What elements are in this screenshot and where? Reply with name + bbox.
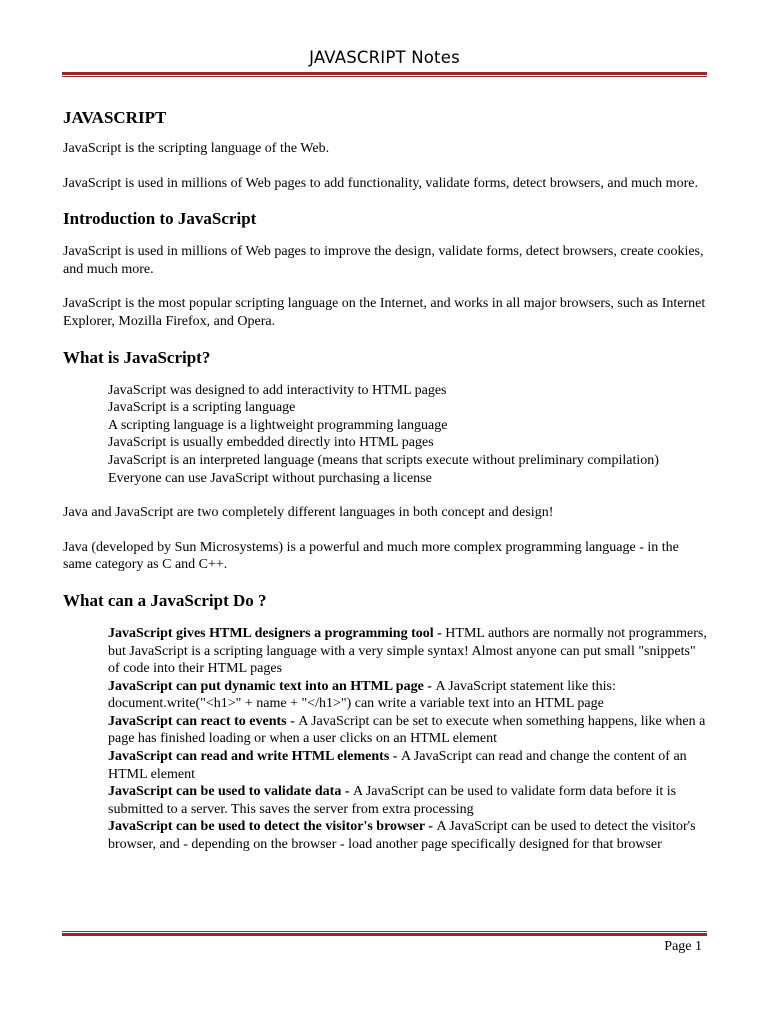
list-item-lead: JavaScript can be used to validate data - — [108, 784, 353, 800]
header-rule — [62, 72, 707, 77]
introduction-paragraph-2: JavaScript is the most popular scripting language on the Internet, and works in all major browsers, such as Internet Explorer, Mozilla Firefox, and Opera. — [63, 296, 706, 329]
list-item-text: A JavaScript can be set to execute when something happens, like when a page has finished loading or when a user clicks on an HTML element — [108, 713, 706, 747]
list-item — [108, 818, 708, 853]
intro-paragraph-1: JavaScript is the scripting language of the Web. — [63, 141, 330, 156]
list-item-text: HTML authors are normally not programmers, but JavaScript is a scripting language with a very simple syntax! Almost anyone can put small "snippets" of code into their HTML pages — [108, 625, 707, 677]
what-is-list — [63, 382, 708, 488]
list-item — [108, 748, 708, 783]
footer-rule — [62, 931, 707, 936]
list-item: JavaScript is a scripting language — [108, 400, 296, 416]
page-number: Page 1 — [664, 939, 702, 954]
list-item — [108, 625, 708, 678]
list-item — [108, 713, 708, 748]
list-item-text: A JavaScript statement like this: document.write("<h1>" + name + "</h1>") can write a variable text into an HTML page — [108, 678, 616, 712]
list-item: JavaScript is usually embedded directly into HTML pages — [108, 435, 434, 451]
what-is-paragraph-2: Java (developed by Sun Microsystems) is a powerful and much more complex programming language - in the same category as C and C++. — [63, 539, 679, 573]
what-can-heading: What can a JavaScript Do ? — [63, 590, 267, 610]
list-item-lead: JavaScript can react to events - — [108, 713, 299, 729]
list-item-lead: JavaScript can put dynamic text into an HTML page - — [108, 678, 436, 694]
list-item-text: A JavaScript can read and change the content of an HTML element — [108, 749, 687, 782]
page-header-title: JAVASCRIPT Notes — [309, 48, 460, 67]
list-item-lead: JavaScript can be used to detect the visitor's browser - — [108, 819, 437, 835]
list-item: JavaScript was designed to add interactivity to HTML pages — [108, 382, 447, 398]
list-item-text: A JavaScript can be used to validate form data before it is submitted to a server. This saves the server from extra processing — [108, 784, 677, 817]
what-is-paragraph-1: Java and JavaScript are two completely different languages in both concept and design! — [63, 505, 554, 521]
intro-paragraph-2: JavaScript is used in millions of Web pages to add functionality, validate forms, detect browsers, and much more. — [63, 175, 698, 191]
introduction-paragraph-1: JavaScript is used in millions of Web pages to improve the design, validate forms, detect browsers, create cookies, and much more. — [63, 244, 704, 277]
list-item — [108, 783, 708, 818]
list-item: A scripting language is a lightweight programming language — [108, 417, 448, 433]
list-item-text: A JavaScript can be used to detect the visitor's browser, and - depending on the browser - load another page specifically designed for that browser — [108, 819, 696, 853]
list-item: JavaScript is an interpreted language (means that scripts execute without preliminary compilation) Everyone can use JavaScript without purchasing a license — [108, 452, 659, 486]
introduction-heading: Introduction to JavaScript — [63, 209, 257, 229]
document-body — [63, 108, 708, 871]
main-title: JAVASCRIPT — [63, 108, 167, 127]
list-item-lead: JavaScript can read and write HTML elements - — [108, 749, 401, 765]
what-is-heading: What is JavaScript? — [63, 347, 211, 367]
list-item-lead: JavaScript gives HTML designers a programming tool - — [108, 625, 446, 641]
list-item — [108, 678, 708, 713]
what-can-list — [63, 625, 708, 854]
